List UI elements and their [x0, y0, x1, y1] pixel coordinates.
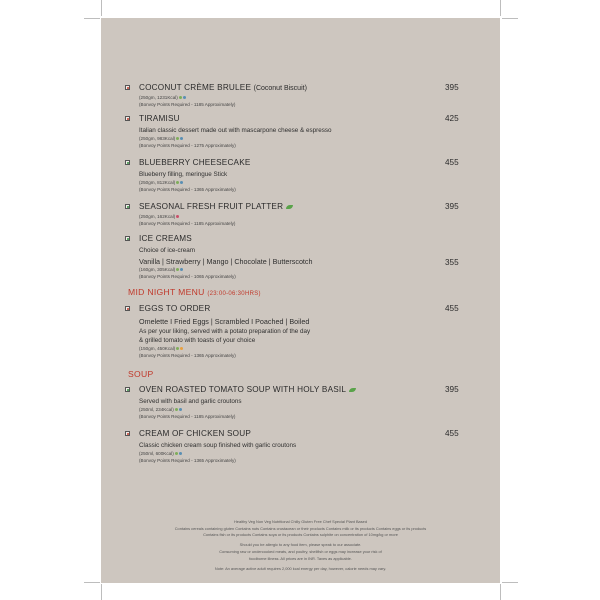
item-points: (Bonvoy Points Required - 1365 Approximately) — [139, 187, 236, 192]
crop-mark — [500, 584, 501, 600]
non-veg-icon — [125, 85, 130, 90]
veg-icon — [125, 387, 130, 392]
item-flavours: Vanilla | Strawberry | Mango | Chocolate | Butterscotch — [139, 257, 313, 266]
item-price: 395 — [445, 385, 459, 394]
item-meta: (250gm, 162Kcal) — [139, 214, 179, 219]
item-points: (Bonvoy Points Required - 1185 Approximately) — [139, 102, 236, 107]
item-description: Italian classic dessert made out with mascarpone cheese & espresso — [139, 127, 332, 134]
item-description: Classic chicken cream soup finished with garlic croutons — [139, 442, 297, 449]
menu-item — [101, 385, 500, 419]
item-meta: (250ml, 234Kcal) — [139, 407, 182, 412]
footer-note: Should you be allergic to any food item, please speak to our associate. — [239, 542, 362, 547]
item-description: Blueberry filling, meringue Stick — [139, 171, 228, 178]
crop-mark — [502, 18, 518, 19]
item-name: COCONUT CRÈME BRULEE (Coconut Biscuit) — [139, 83, 307, 92]
item-points: (Bonvoy Points Required - 1275 Approximately) — [139, 143, 236, 148]
item-price: 425 — [445, 114, 459, 123]
crop-mark — [502, 582, 518, 583]
item-name: BLUEBERRY CHEESECAKE — [139, 158, 251, 167]
item-meta: (250gm, 1231Kcal) — [139, 95, 186, 100]
footer-allergens: Contains fish or its products Contains soya or its products Contains sulphite on concentration of 10mg/kg or more — [203, 532, 398, 537]
leaf-icon — [349, 388, 356, 392]
item-meta: (250gm, 812Kcal) — [139, 180, 183, 185]
item-meta: (150gm, 450Kcal) — [139, 346, 183, 351]
item-price: 455 — [445, 429, 459, 438]
item-price: 355 — [445, 258, 459, 267]
item-price: 455 — [445, 304, 459, 313]
item-price: 395 — [445, 83, 459, 92]
item-meta: (160gm, 305Kcal) — [139, 267, 183, 272]
veg-icon — [125, 160, 130, 165]
section-title-midnight: MID NIGHT MENU (23:00-06:30HRS) — [128, 287, 261, 297]
section-title-soup: SOUP — [128, 369, 154, 379]
crop-mark — [101, 584, 102, 600]
crop-mark — [84, 582, 100, 583]
menu-item — [101, 304, 500, 358]
item-description: As per your liking, served with a potato preparation of the day — [139, 328, 311, 335]
non-veg-icon — [125, 431, 130, 436]
item-points: (Bonvoy Points Required - 1365 Approximately) — [139, 353, 236, 358]
item-description: Served with basil and garlic croutons — [139, 398, 242, 405]
item-options: Omelette I Fried Eggs | Scrambled I Poached | Boiled — [139, 317, 310, 326]
footer-note: Consuming raw or undercooked meats, and poultry, shellfish or eggs may increase your risk of — [219, 549, 382, 554]
menu-page — [101, 18, 500, 583]
item-points: (Bonvoy Points Required - 1065 Approximately) — [139, 274, 236, 279]
leaf-icon — [286, 205, 293, 209]
veg-icon — [125, 204, 130, 209]
item-description: Choice of ice-cream — [139, 247, 195, 254]
menu-item — [101, 158, 500, 192]
footer-allergens: Contains cereals containing gluten Contains nuts Contains crustacean or their products Contains milk or its products Contains eggs or its products — [174, 526, 427, 531]
menu-item — [101, 429, 500, 463]
item-name: ICE CREAMS — [139, 234, 192, 243]
item-price: 455 — [445, 158, 459, 167]
item-points: (Bonvoy Points Required - 1185 Approximately) — [139, 221, 236, 226]
crop-mark — [84, 18, 100, 19]
footer-legend: Healthy Veg Non Veg Nutritional Chilly Gluten Free Chef Special Plant Based — [233, 519, 367, 524]
item-name: CREAM OF CHICKEN SOUP — [139, 429, 252, 438]
menu-item — [101, 114, 500, 148]
menu-item — [101, 202, 500, 226]
item-points: (Bonvoy Points Required - 1185 Approximately) — [139, 414, 236, 419]
non-veg-icon — [125, 306, 130, 311]
item-name: SEASONAL FRESH FRUIT PLATTER — [139, 202, 293, 211]
item-name: TIRAMISU — [139, 114, 180, 123]
item-name: EGGS TO ORDER — [139, 304, 211, 313]
item-price: 395 — [445, 202, 459, 211]
item-meta: (250gm, 983Kcal) — [139, 136, 183, 141]
menu-item — [101, 234, 500, 279]
non-veg-icon — [125, 116, 130, 121]
crop-mark — [101, 0, 102, 16]
footer-note: foodborne illness. All prices are in INR. Taxes as applicable. — [249, 556, 352, 561]
veg-icon — [125, 236, 130, 241]
item-meta: (250ml, 600Kcal) — [139, 451, 182, 456]
crop-mark — [500, 0, 501, 16]
item-name: OVEN ROASTED TOMATO SOUP WITH HOLY BASIL — [139, 385, 356, 394]
item-description: & grilled tomato with toasts of your choice — [139, 337, 256, 344]
menu-item — [101, 83, 500, 107]
footer-note: Note: An average active adult requires 2,000 kcal energy per day, however, calorie needs may vary. — [214, 566, 387, 571]
item-points: (Bonvoy Points Required - 1365 Approximately) — [139, 458, 236, 463]
